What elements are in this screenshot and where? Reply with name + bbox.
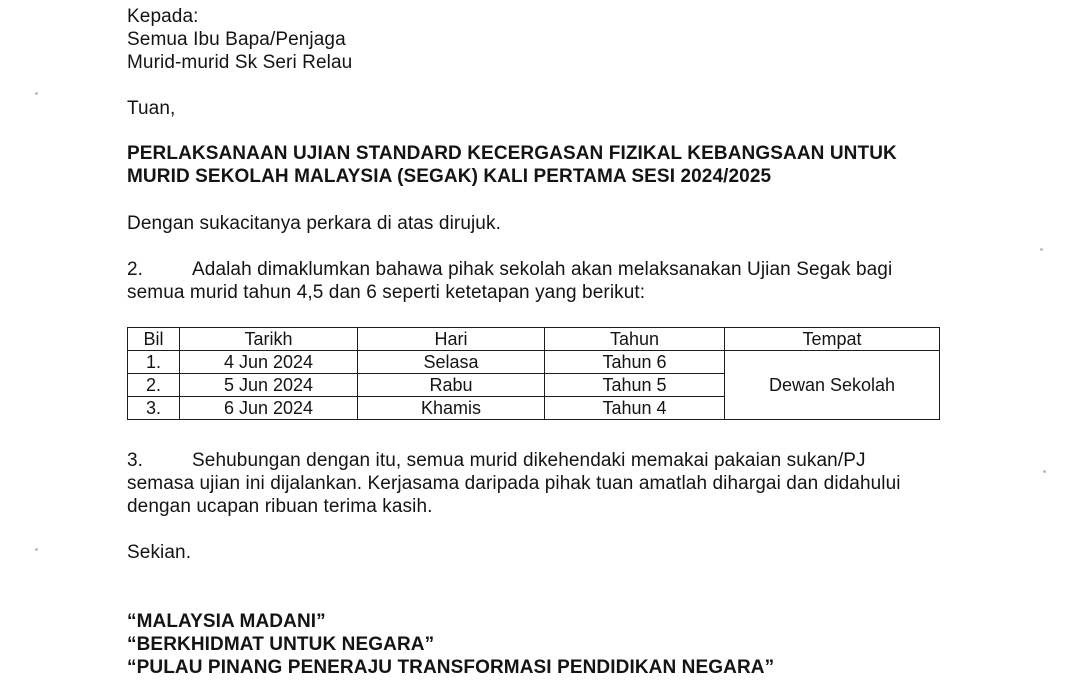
table-row xyxy=(128,351,940,374)
para3-number: 3. xyxy=(127,450,144,471)
motto-line-3: “PULAU PINANG PENERAJU TRANSFORMASI PENDIDIKAN NEGARA” xyxy=(127,657,775,678)
cell-bil: 2. xyxy=(128,374,180,397)
scan-speck xyxy=(35,548,38,551)
cell-hari: Rabu xyxy=(358,374,545,397)
closing: Sekian. xyxy=(127,542,192,563)
header-hari: Hari xyxy=(358,328,545,351)
recipient-line-2: Murid-murid Sk Seri Relau xyxy=(127,52,353,73)
para3-line-1: Sehubungan dengan itu, semua murid dikehendaki memakai pakaian sukan/PJ xyxy=(192,450,866,471)
para3-line-2: semasa ujian ini dijalankan. Kerjasama daripada pihak tuan amatlah dihargai dan didahului xyxy=(127,473,901,494)
opening-sentence: Dengan sukacitanya perkara di atas dirujuk. xyxy=(127,213,501,234)
motto-line-2: “BERKHIDMAT UNTUK NEGARA” xyxy=(127,634,435,655)
cell-tahun: Tahun 6 xyxy=(545,351,725,374)
cell-bil: 1. xyxy=(128,351,180,374)
table-header-row xyxy=(128,328,940,351)
cell-tempat: Dewan Sekolah xyxy=(725,351,940,420)
para3-line-3: dengan ucapan ribuan terima kasih. xyxy=(127,496,433,517)
para2-line-2: semua murid tahun 4,5 dan 6 seperti ketetapan yang berikut: xyxy=(127,282,646,303)
recipient-label: Kepada: xyxy=(127,6,199,27)
salutation: Tuan, xyxy=(127,98,176,119)
header-tahun: Tahun xyxy=(545,328,725,351)
scan-speck xyxy=(35,92,38,95)
para2-line-1: Adalah dimaklumkan bahawa pihak sekolah akan melaksanakan Ujian Segak bagi xyxy=(192,259,893,280)
scan-speck xyxy=(1043,470,1046,473)
para2-number: 2. xyxy=(127,259,144,280)
cell-hari: Selasa xyxy=(358,351,545,374)
header-tempat: Tempat xyxy=(725,328,940,351)
cell-bil: 3. xyxy=(128,397,180,420)
recipient-line-1: Semua Ibu Bapa/Penjaga xyxy=(127,29,346,50)
cell-hari: Khamis xyxy=(358,397,545,420)
schedule-table xyxy=(127,327,940,420)
header-tarikh: Tarikh xyxy=(180,328,358,351)
cell-tarikh: 4 Jun 2024 xyxy=(180,351,358,374)
cell-tarikh: 5 Jun 2024 xyxy=(180,374,358,397)
motto-line-1: “MALAYSIA MADANI” xyxy=(127,611,326,632)
cell-tahun: Tahun 4 xyxy=(545,397,725,420)
header-bil: Bil xyxy=(128,328,180,351)
scan-speck xyxy=(1040,248,1043,251)
cell-tarikh: 6 Jun 2024 xyxy=(180,397,358,420)
subject-line-1: PERLAKSANAAN UJIAN STANDARD KECERGASAN FIZIKAL KEBANGSAAN UNTUK xyxy=(127,143,897,164)
cell-tahun: Tahun 5 xyxy=(545,374,725,397)
subject-line-2: MURID SEKOLAH MALAYSIA (SEGAK) KALI PERTAMA SESI 2024/2025 xyxy=(127,166,772,187)
